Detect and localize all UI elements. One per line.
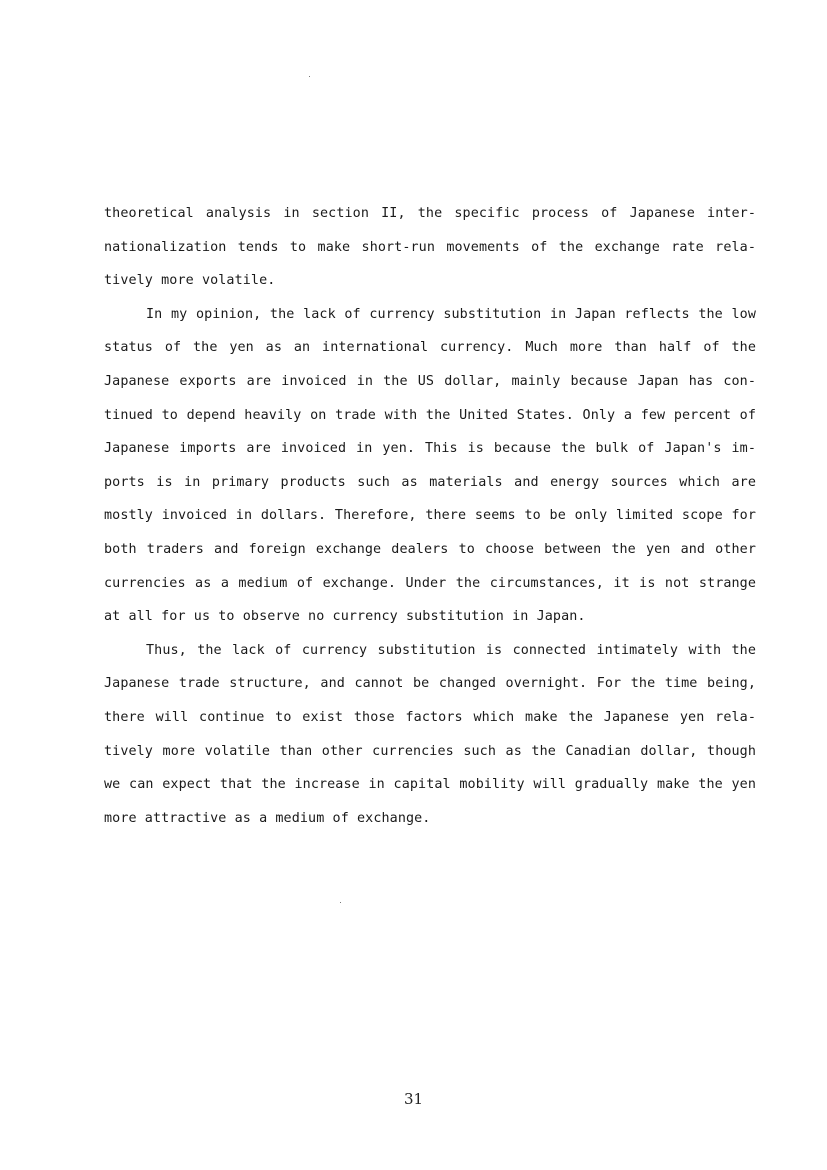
text-line: Japanese trade structure, and cannot be changed overnight. For the time being, [104,676,756,692]
text-line: tinued to depend heavily on trade with the United States. Only a few percent of [104,407,756,423]
text-line: currencies as a medium of exchange. Under the circumstances, it is not strange [104,575,756,591]
text-line: both traders and foreign exchange dealers to choose between the yen and other [104,541,756,557]
text-line: ports is in primary products such as materials and energy sources which are [104,474,756,490]
body-text [104,203,756,841]
text-line: at all for us to observe no currency substitution in Japan. [104,609,586,625]
text-line: tively more volatile. [104,273,276,289]
page-number: 31 [403,1090,424,1108]
text-line: theoretical analysis in section II, the specific process of Japanese inter- [104,206,756,221]
text-line: Thus, the lack of currency substitution is connected intimately with the [146,642,756,658]
scan-speck [309,76,310,77]
text-line: In my opinion, the lack of currency substitution in Japan reflects the low [146,306,756,322]
text-line: tively more volatile than other currencies such as the Canadian dollar, though [104,743,756,759]
text-line: more attractive as a medium of exchange. [104,810,431,826]
text-line: we can expect that the increase in capital mobility will gradually make the yen [104,777,756,793]
scan-speck [340,902,341,903]
text-line: mostly invoiced in dollars. Therefore, there seems to be only limited scope for [104,508,756,524]
text-line: there will continue to exist those factors which make the Japanese yen rela- [104,709,756,725]
text-line: nationalization tends to make short-run movements of the exchange rate rela- [104,239,756,255]
text-line: Japanese exports are invoiced in the US dollar, mainly because Japan has con- [104,373,756,389]
text-line: Japanese imports are invoiced in yen. This is because the bulk of Japan's im- [104,441,756,457]
text-line: status of the yen as an international currency. Much more than half of the [104,340,756,356]
